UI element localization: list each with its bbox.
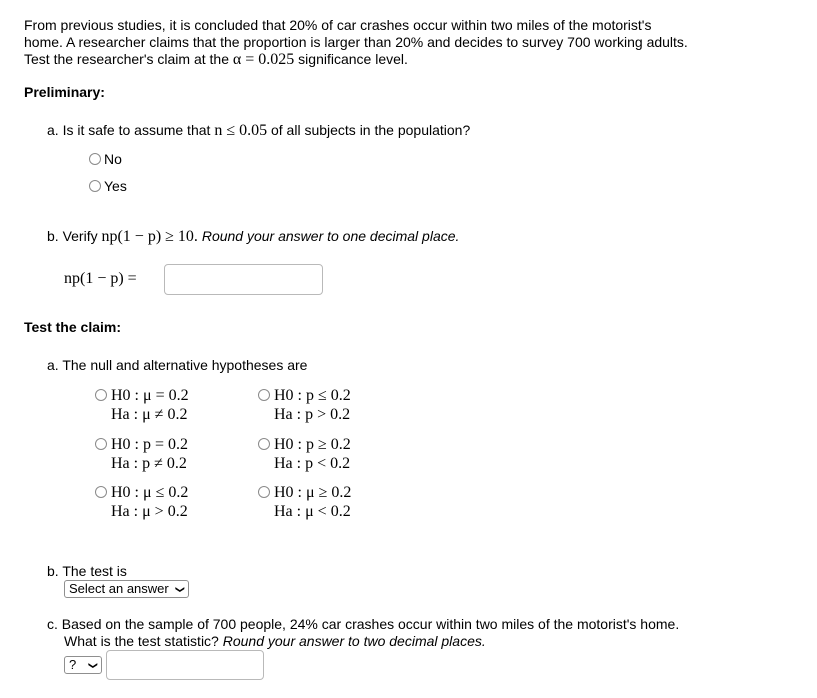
ha-text: Ha : μ < 0.2 xyxy=(274,503,351,520)
prelim-b-instruction: Round your answer to one decimal place. xyxy=(201,228,460,244)
intro-line-3 xyxy=(24,51,688,68)
test-claim-heading: Test the claim: xyxy=(24,319,121,335)
symbol-select-value: ? xyxy=(69,657,77,672)
prelim-b-math: np(1 − p) ≥ 10. xyxy=(101,228,198,245)
test-statistic-input[interactable] xyxy=(106,650,264,680)
radio-button[interactable] xyxy=(89,153,101,165)
ha-text: Ha : μ ≠ 0.2 xyxy=(111,406,188,423)
h0-text: H0 : μ = 0.2 xyxy=(111,387,189,404)
preliminary-heading: Preliminary: xyxy=(24,84,105,100)
intro-line-1: From previous studies, it is concluded that 20% of car crashes occur within two miles of the motorist's xyxy=(24,17,652,33)
chevron-down-icon: ❯ xyxy=(88,661,99,670)
prelim-question-a xyxy=(47,122,470,140)
radio-button[interactable] xyxy=(89,180,101,192)
test-type-question: b. The test is xyxy=(47,563,127,579)
intro-line-2: home. A researcher claims that the proportion is larger than 20% and decides to survey 700 working adults. xyxy=(24,34,688,50)
ha-text: Ha : p ≠ 0.2 xyxy=(111,455,187,472)
prelim-a-math: n ≤ 0.05 xyxy=(214,122,268,139)
h0-text: H0 : p ≥ 0.2 xyxy=(274,436,351,453)
radio-label-yes: Yes xyxy=(104,178,127,195)
prelim-b-text: b. Verify xyxy=(47,228,102,244)
problem-statement xyxy=(24,17,688,68)
h0-text: H0 : μ ≤ 0.2 xyxy=(111,484,189,501)
radio-option-yes[interactable] xyxy=(89,177,127,194)
intro-line-3-text: Test the researcher's claim at the xyxy=(24,51,233,67)
npq-answer-input[interactable] xyxy=(164,264,323,295)
radio-button[interactable] xyxy=(95,486,107,498)
test-statistic-question: c. Based on the sample of 700 people, 24% car crashes occur within two miles of the motorist's home. xyxy=(47,616,680,632)
h0-text: H0 : μ ≥ 0.2 xyxy=(274,484,352,501)
test-statistic-text: What is the test statistic? xyxy=(64,633,223,649)
chevron-down-icon: ❯ xyxy=(175,585,186,594)
radio-button[interactable] xyxy=(258,389,270,401)
prelim-a-text: a. Is it safe to assume that xyxy=(47,122,215,138)
prelim-a-text-end: of all subjects in the population? xyxy=(267,122,471,138)
intro-line-3-end: significance level. xyxy=(294,51,408,67)
h0-text: H0 : p = 0.2 xyxy=(111,436,189,453)
ha-text: Ha : p < 0.2 xyxy=(274,455,351,472)
test-statistic-instruction xyxy=(64,633,486,649)
ha-text: Ha : μ > 0.2 xyxy=(111,503,188,520)
prelim-question-b xyxy=(47,228,459,246)
alpha-expression: α = 0.025 xyxy=(232,51,295,68)
round-instruction: Round your answer to two decimal places. xyxy=(222,633,486,649)
h0-text: H0 : p ≤ 0.2 xyxy=(274,387,351,404)
radio-label-no: No xyxy=(104,151,122,168)
radio-option-no[interactable] xyxy=(89,150,122,167)
radio-button[interactable] xyxy=(95,438,107,450)
test-type-select[interactable] xyxy=(64,580,189,598)
test-type-select-value: Select an answer xyxy=(69,581,169,596)
hypotheses-question: a. The null and alternative hypotheses are xyxy=(47,357,308,373)
test-statistic-symbol-select[interactable] xyxy=(64,656,102,674)
npq-expression: np(1 − p) = xyxy=(64,270,137,287)
radio-button[interactable] xyxy=(258,438,270,450)
ha-text: Ha : p > 0.2 xyxy=(274,406,351,423)
radio-button[interactable] xyxy=(95,389,107,401)
radio-button[interactable] xyxy=(258,486,270,498)
